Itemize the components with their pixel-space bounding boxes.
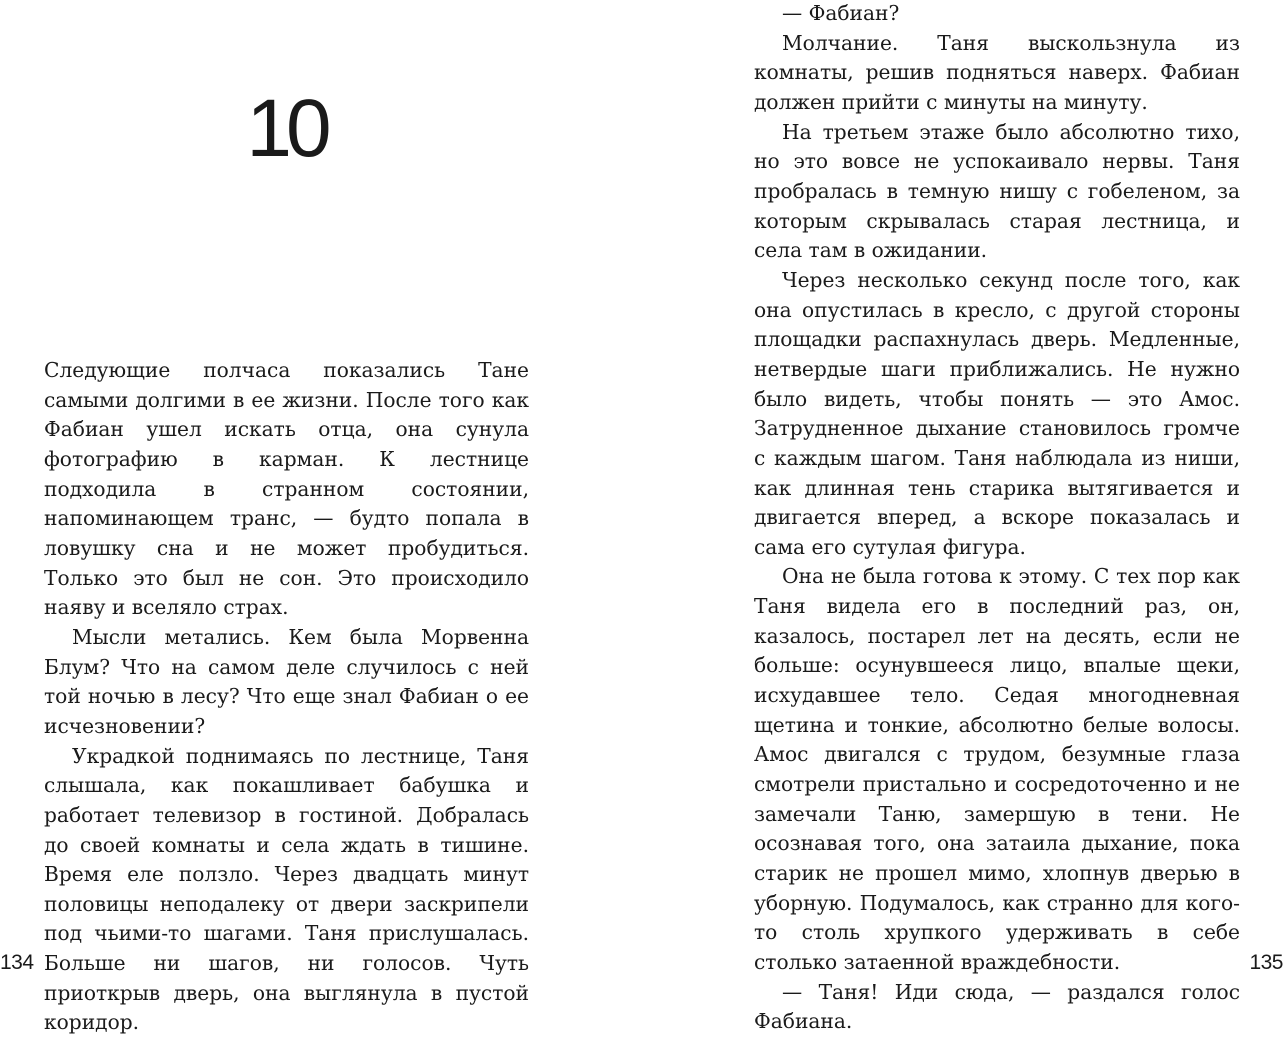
left-page	[0, 0, 641, 1035]
page-number-right: 135	[1249, 951, 1283, 974]
page-number-left: 134	[0, 951, 34, 974]
right-page-text	[754, 0, 1240, 1037]
paragraph: — Таня! Иди сюда, — раздался голос Фабиана.	[754, 979, 1240, 1034]
right-page	[641, 0, 1283, 1034]
paragraph: — Фабиан?	[782, 1, 900, 25]
paragraph: Следующие полчаса показались Тане самыми долгими в ее жизни. После того как Фабиан ушел искать отца, она сунула фотографию в карман. К лестнице подходила в странном состоянии, напоминающем транс, — будто попала в ловушку сна и не может пробудиться. Только это был не сон. Это происходило наяву и вселяло страх.	[44, 358, 529, 620]
paragraph: Она не была готова к этому. С тех пор как Таня видела его в последний раз, он, казалось, постарел лет на десять, если не больше: осунувшееся лицо, впалые щеки, исхудавшее тело. Седая многодневная щетина и тонкие, абсолютно белые волосы. Амос двигался с трудом, безумные глаза смотрели пристально и сосредоточенно и не замечали Таню, замершую в тени. Не осознавая того, она затаила дыхание, пока старик не прошел мимо, хлопнув дверью в уборную. Подумалось, как странно для кого-то столь хрупкого удерживать в себе столько затаенной враждебности.	[754, 564, 1240, 974]
chapter-number: 10	[246, 83, 326, 174]
paragraph: Молчание. Таня выскользнула из комнаты, решив подняться наверх. Фабиан должен прийти с минуты на минуту.	[754, 30, 1240, 114]
paragraph: Мысли метались. Кем была Морвенна Блум? Что на самом деле случилось с ней той ночью в лесу? Что еще знал Фабиан о ее исчезновении?	[44, 624, 529, 738]
left-page-text	[44, 356, 529, 1038]
paragraph: Через несколько секунд после того, как она опустилась в кресло, с другой стороны площадки распахнулась дверь. Медленные, нетвердые шаги приближались. Не нужно было видеть, чтобы понять — это Амос. Затрудненное дыхание становилось громче с каждым шагом. Таня наблюдала из ниши, как длинная тень старика вытягивается и двигается вперед, а вскоре показалась и сама его сутулая фигура.	[754, 267, 1240, 559]
paragraph: Украдкой поднимаясь по лестнице, Таня слышала, как покашливает бабушка и работает телевизор в гостиной. Добралась до своей комнаты и села ждать в тишине. Время еле ползло. Через двадцать минут половицы неподалеку от двери заскрипели под чьими-то шагами. Таня прислушалась. Больше ни шагов, ни голосов. Чуть приоткрыв дверь, она выглянула в пустой коридор.	[44, 743, 529, 1035]
paragraph: На третьем этаже было абсолютно тихо, но это вовсе не успокаивало нервы. Таня пробралась в темную нишу с гобеленом, за которым скрывалась старая лестница, и села там в ожидании.	[754, 119, 1240, 263]
